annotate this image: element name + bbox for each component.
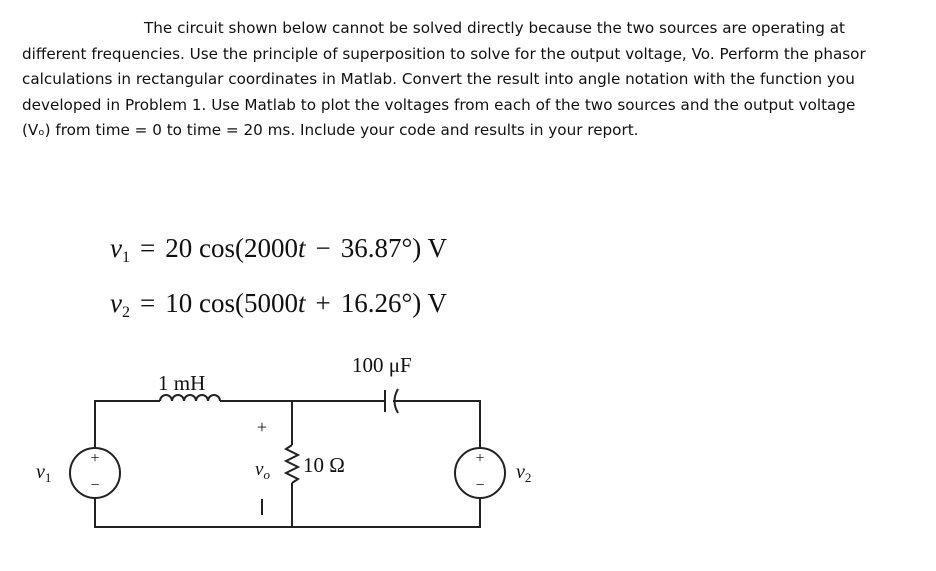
equation-v1	[110, 233, 447, 267]
eq-v2-lhs: 10 cos(5000	[165, 288, 298, 318]
inductor	[160, 395, 220, 401]
source-v1-minus: −	[90, 477, 100, 494]
problem-line-5: (Vₒ) from time = 0 to time = 20 ms. Include your code and results in your report.	[22, 121, 639, 139]
source-v2-label-var: v	[516, 461, 525, 483]
problem-line-2: different frequencies. Use the principle of superposition to solve for the output voltage, Vo. Perform the phasor	[22, 44, 866, 63]
problem-statement	[22, 16, 917, 144]
source-v2-minus: −	[475, 477, 485, 494]
source-v2-label-sub: 2	[524, 470, 532, 485]
eq-v1-rhs: 36.87°) V	[340, 233, 448, 263]
source-v1-plus: +	[90, 450, 100, 467]
eq-v2-var: v	[110, 288, 122, 318]
problem-line-1: The circuit shown below cannot be solved directly because the two sources are operating at	[144, 19, 845, 37]
eq-v1-var: v	[110, 233, 122, 263]
source-v1-label	[36, 461, 51, 485]
eq-v2-t: t	[297, 288, 306, 318]
resistor	[286, 445, 298, 483]
problem-line-3: calculations in rectangular coordinates in Matlab. Convert the result into angle notation with the function you	[22, 70, 855, 88]
equation-v2	[110, 288, 447, 322]
source-v2-label	[516, 461, 531, 485]
eq-v2-op: +	[315, 288, 331, 318]
eq-v2-equals: =	[139, 288, 156, 318]
inductor-label: 1 mH	[158, 371, 206, 395]
source-v1-label-sub: 1	[44, 470, 52, 485]
output-plus: +	[256, 417, 268, 437]
eq-v1-equals: =	[139, 233, 156, 263]
eq-v1-op: −	[315, 233, 331, 263]
problem-line-4: developed in Problem 1. Use Matlab to plot the voltages from each of the two sources and the output voltage	[22, 95, 856, 114]
eq-v2-rhs: 16.26°) V	[340, 288, 448, 318]
output-label	[255, 459, 270, 482]
eq-v2-sub: 2	[121, 304, 130, 321]
output-label-var: v	[255, 459, 264, 480]
circuit-diagram	[0, 340, 936, 571]
capacitor-label: 100 μF	[352, 353, 412, 377]
eq-v1-sub: 1	[121, 249, 130, 266]
eq-v1-t: t	[297, 233, 306, 263]
source-v2-plus: +	[475, 450, 485, 467]
source-v1-label-var: v	[36, 461, 45, 483]
eq-v1-lhs: 20 cos(2000	[165, 233, 298, 263]
output-label-sub: o	[263, 467, 270, 482]
resistor-label: 10 Ω	[303, 453, 345, 477]
